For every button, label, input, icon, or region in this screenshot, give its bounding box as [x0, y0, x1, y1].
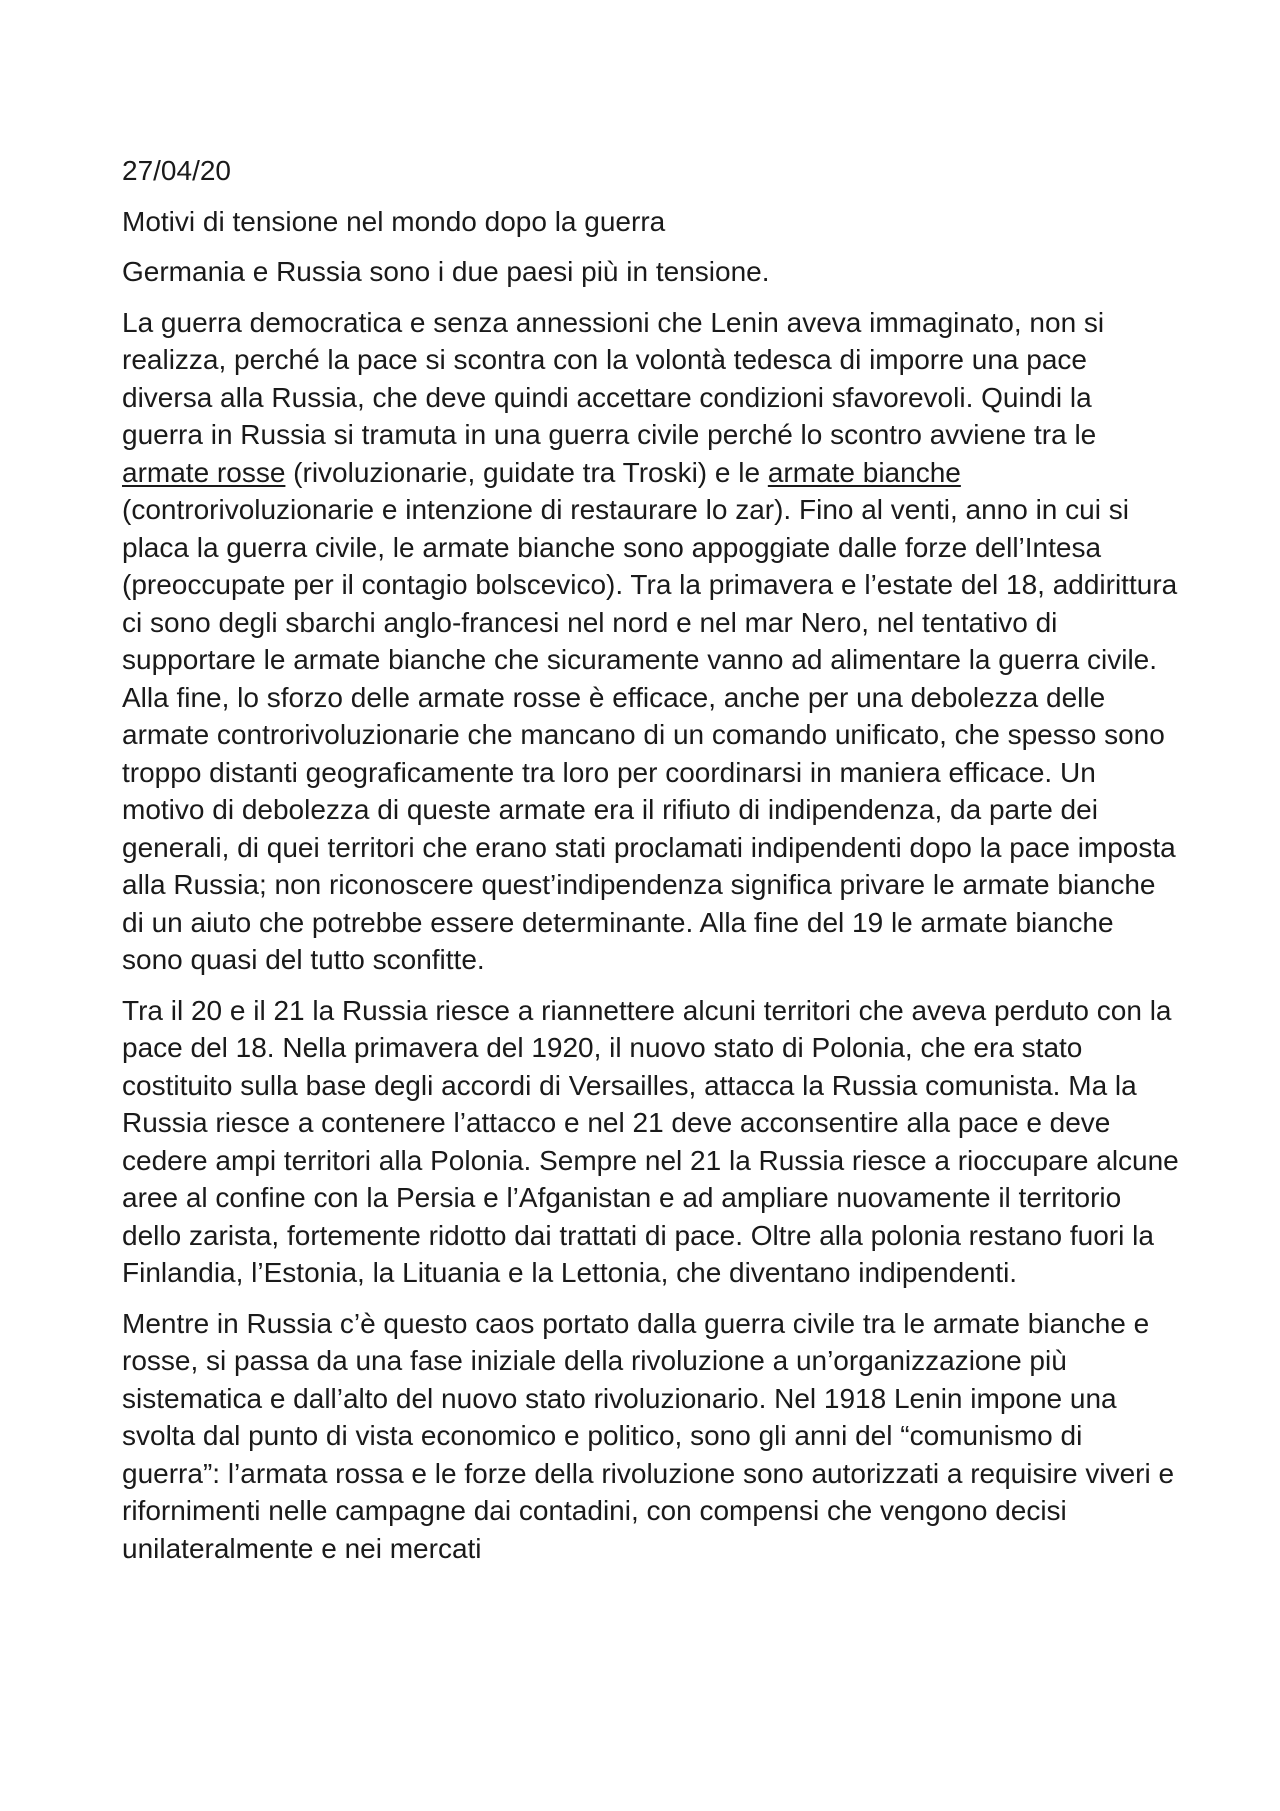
- paragraph-war-communism: Mentre in Russia c’è questo caos portato dalla guerra civile tra le armate bianche e rosse, si passa da una fase iniziale della rivoluzione a un’organizzazione più sistematica e dall’alto del nuovo stato rivoluzionario. Nel 1918 Lenin impone una svolta dal punto di vista economico e politico, sono gli anni del “comunismo di guerra”: l’armata rossa e le forze della rivoluzione sono autorizzati a requisire viveri e rifornimenti nelle campagne dai contadini, con compensi che vengono decisi unilateralmente e nei mercati: [122, 1307, 1175, 1564]
- note-date: 27/04/20: [122, 155, 231, 186]
- paragraph-text: La guerra democratica e senza annessioni che Lenin aveva immaginato, non si realizza, perché la pace si scontra con la volontà tedesca di imporre una pace diversa alla Russia, che deve quindi accettare condizioni sfavorevoli. Quindi la guerra in Russia si tramuta in una guerra civile perché lo scontro avviene tra le: [122, 306, 1105, 450]
- paragraph-civil-war: [122, 304, 1180, 979]
- underlined-term-red-armies: armate rosse: [122, 456, 286, 488]
- paragraph-territories: Tra il 20 e il 21 la Russia riesce a riannettere alcuni territori che aveva perduto con la pace del 18. Nella primavera del 1920, il nuovo stato di Polonia, che era stato costituito sulla base degli accordi di Versailles, attacca la Russia comunista. Ma la Russia riesce a contenere l’attacco e nel 21 deve acconsentire alla pace e deve cedere ampi territori alla Polonia. Sempre nel 21 la Russia riesce a rioccupare alcune aree al confine con la Persia e l’Afganistan e ad ampliare nuovamente il territorio dello zarista, fortemente ridotto dai trattati di pace. Oltre alla polonia restano fuori la Finlandia, l’Estonia, la Lituania e la Lettonia, che diventano indipendenti.: [122, 994, 1179, 1288]
- paragraph-text: (rivoluzionarie, guidate tra Troski) e le: [285, 456, 768, 488]
- note-title: Motivi di tensione nel mondo dopo la guerra: [122, 205, 666, 237]
- paragraph-text: (controrivoluzionarie e intenzione di restaurare lo zar). Fino al venti, anno in cui si placa la guerra civile, le armate bianche sono appoggiate dalle forze dell’Intesa (preoccupate per il contagio bolscevico). Tra la primavera e l’estate del 18, addirittura ci sono degli sbarchi anglo-francesi nel nord e nel mar Nero, nel tentativo di supportare le armate bianche che sicuramente vanno ad alimentare la guerra civile. Alla fine, lo sforzo delle armate rosse è efficace, anche per una debolezza delle armate controrivoluzionarie che mancano di un comando unificato, che spesso sono troppo distanti geograficamente tra loro per coordinarsi in maniera efficace. Un motivo di debolezza di queste armate era il rifiuto di indipendenza, da parte dei generali, di quei territori che erano stati proclamati indipendenti dopo la pace imposta alla Russia; non riconoscere quest’indipendenza significa privare le armate bianche di un aiuto che potrebbe essere determinante. Alla fine del 19 le armate bianche sono quasi del tutto sconfitte.: [122, 494, 1178, 975]
- lead-sentence: Germania e Russia sono i due paesi più in tensione.: [122, 256, 770, 287]
- underlined-term-white-armies: armate bianche: [767, 456, 961, 488]
